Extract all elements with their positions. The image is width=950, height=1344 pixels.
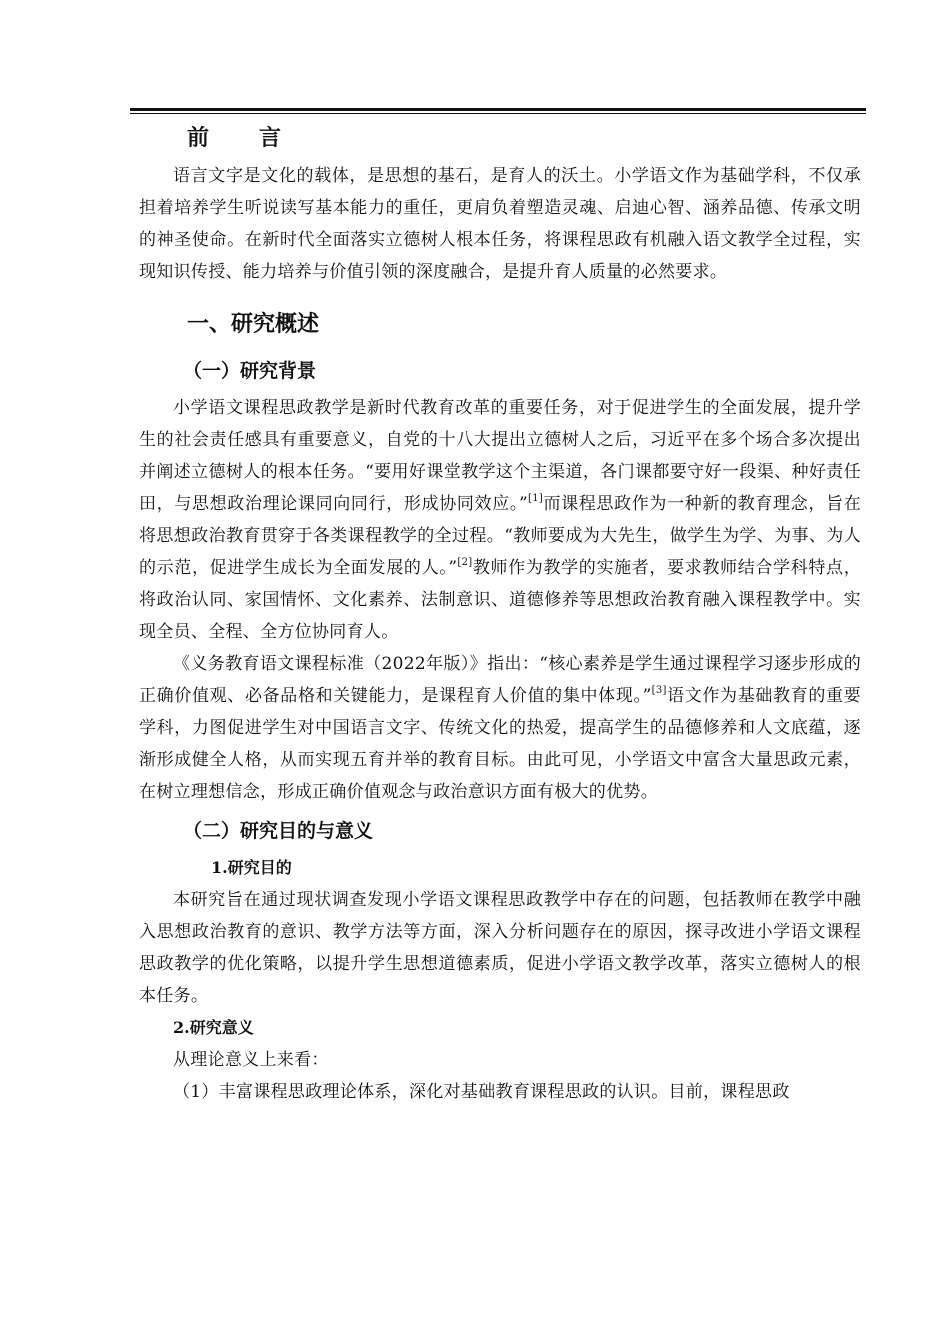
- header-rule-thin: [130, 113, 866, 114]
- document-body: [139, 118, 861, 1108]
- section-heading-background: （一）研究背景: [183, 360, 317, 382]
- spacer: [139, 288, 861, 296]
- preface-paragraph: 语言文字是文化的载体，是思想的基石，是育人的沃土。小学语文作为基础学科，不仅承担着培养学生听说读写基本能力的重任，更肩负着塑造灵魂、启迪心智、涵养品德、传承文明的神圣使命。在新时代全面落实立德树人根本任务，将课程思政有机融入语文教学全过程，实现知识传授、能力培养与价值引领的深度融合，是提升育人质量的必然要求。: [139, 166, 861, 282]
- theory-point-1: （1）丰富课程思政理论体系，深化对基础教育课程思政的认识。目前，课程思政: [173, 1082, 790, 1102]
- background-text-2: 而课程思政作为一种新的教育理念，旨在将思想政治教育贯穿于各类课程教学的全过程。“教师要成为大先生，做学生为学、为事、为人的示范，促进学生成长为全面发展的人。”: [139, 494, 861, 578]
- background-paragraph-2: [139, 648, 861, 808]
- purpose-paragraph: 本研究旨在通过现状调查发现小学语文课程思政教学中存在的问题，包括教师在教学中融入思想政治教育的意识、教学方法等方面，深入分析问题存在的原因，探寻改进小学语文课程思政教学的优化策略，以提升学生思想道德素质，促进小学语文教学改革，落实立德树人的根本任务。: [139, 890, 861, 1006]
- chapter-heading: 一、研究概述: [187, 312, 320, 337]
- background-paragraph-1: [139, 392, 861, 648]
- citation-ref-3[interactable]: [3]: [651, 685, 667, 696]
- citation-ref-2[interactable]: [2]: [457, 557, 473, 568]
- subsection-heading-purpose: 1.研究目的: [211, 858, 292, 877]
- subsection-heading-significance: 2.研究意义: [173, 1018, 254, 1037]
- background-text-4: 《义务教育语文课程标准（2022年版）》指出：“核心素养是学生通过课程学习逐步形成的正确价值观、必备品格和关键能力，是课程育人价值的集中体现。”: [139, 654, 861, 706]
- theory-intro: 从理论意义上来看：: [173, 1050, 329, 1070]
- citation-ref-1[interactable]: [1]: [528, 493, 544, 504]
- background-text-1: 小学语文课程思政教学是新时代教育改革的重要任务，对于促进学生的全面发展，提升学生的社会责任感具有重要意义，自党的十八大提出立德树人之后，习近平在多个场合多次提出并阐述立德树人的根本任务。“要用好课堂教学这个主渠道，各门课都要守好一段渠、种好责任田，与思想政治理论课同向同行，形成协同效应。”: [139, 398, 861, 514]
- background-text-5: 语文作为基础教育的重要学科，力图促进学生对中国语言文字、传统文化的热爱，提高学生的品德修养和人文底蕴，逐渐形成健全人格，从而实现五育并举的教育目标。由此可见，小学语文中富含大量思政元素，在树立理想信念，形成正确价值观念与政治意识方面有极大的优势。: [139, 686, 861, 802]
- background-text-3: 教师作为教学的实施者，要求教师结合学科特点，将政治认同、家国情怀、文化素养、法制意识、道德修养等思想政治教育融入课程教学中。实现全员、全程、全方位协同育人。: [139, 558, 861, 642]
- header-rule-thick: [130, 108, 866, 111]
- section-heading-purpose: （二）研究目的与意义: [183, 820, 374, 842]
- preface-heading: 前 言: [187, 126, 296, 151]
